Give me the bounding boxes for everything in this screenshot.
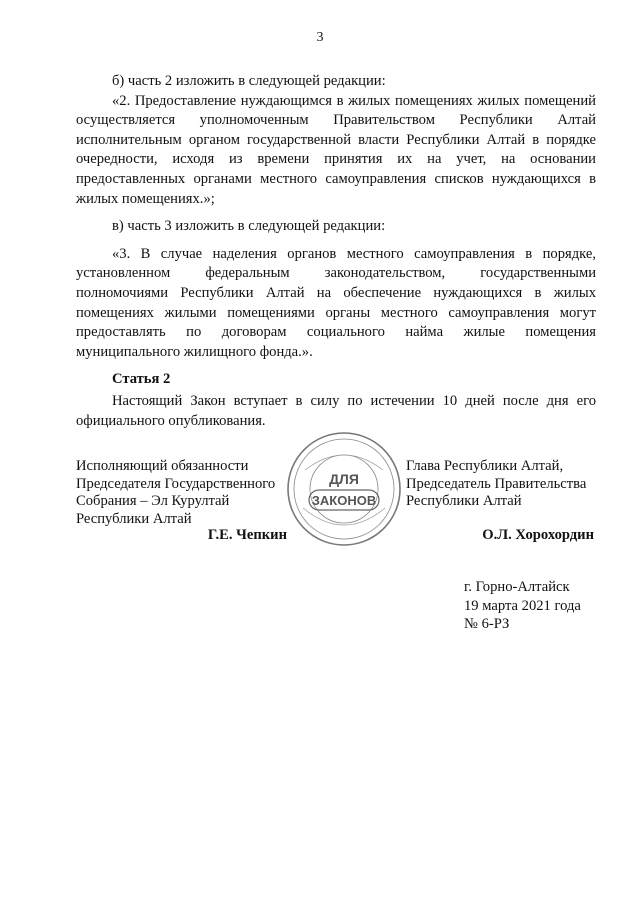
signature-left-title — [76, 458, 288, 528]
official-stamp — [285, 430, 403, 548]
document-body — [76, 72, 596, 431]
city: г. Горно-Алтайск — [464, 579, 570, 595]
place-date-block — [464, 578, 581, 634]
left-title-line: Председателя Государственного — [76, 475, 276, 492]
right-title-line: Глава Республики Алтай, — [406, 458, 564, 474]
stamp-text-1: ДЛЯ — [329, 471, 359, 487]
left-title-line: Собрания – Эл Курултай — [76, 493, 230, 509]
right-title-line: Республики Алтай — [406, 493, 522, 509]
right-title-line: Председатель Правительства — [406, 475, 587, 492]
article-heading: Статья 2 — [112, 371, 171, 388]
paragraph-effective: Настоящий Закон вступает в силу по истечении 10 дней после дня его официального опубликования. — [76, 392, 596, 429]
left-title-line: Республики Алтай — [76, 510, 192, 527]
page-number: 3 — [316, 30, 324, 45]
paragraph-v: в) часть 3 изложить в следующей редакции: — [112, 218, 386, 235]
paragraph-b: б) часть 2 изложить в следующей редакции: — [112, 73, 386, 89]
law-number: № 6-РЗ — [464, 616, 510, 632]
signature-left-name: Г.Е. Чепкин — [207, 527, 287, 543]
left-title-line: Исполняющий обязанности — [76, 458, 249, 474]
stamp-text-2: ЗАКОНОВ — [311, 493, 377, 508]
paragraph-part-2: «2. Предоставление нуждающимся в жилых помещениях жилых помещений осуществляется уполномоченным Правительством Республики Алтай исполнительным органом государственной власти Республики Алтай в порядке очередности, исходя из времени принятия их на учет, на основании предоставленных органами местного самоуправления списков нуждающихся в жилых помещениях.»; — [76, 92, 596, 207]
paragraph-part-3: «3. В случае наделения органов местного самоуправления в порядке, установленном федеральным законодательством, государственными полномочиями Республики Алтай на обеспечение нуждающихся в жилых помещениях жилыми помещениями органы местного самоуправления могут предоставлять по договорам социального найма жилые помещения муниципального жилищного фонда.». — [76, 245, 596, 360]
signature-right-title — [406, 458, 596, 511]
signature-right-name: О.Л. Хорохордин — [482, 527, 594, 543]
date: 19 марта 2021 года — [464, 597, 581, 614]
